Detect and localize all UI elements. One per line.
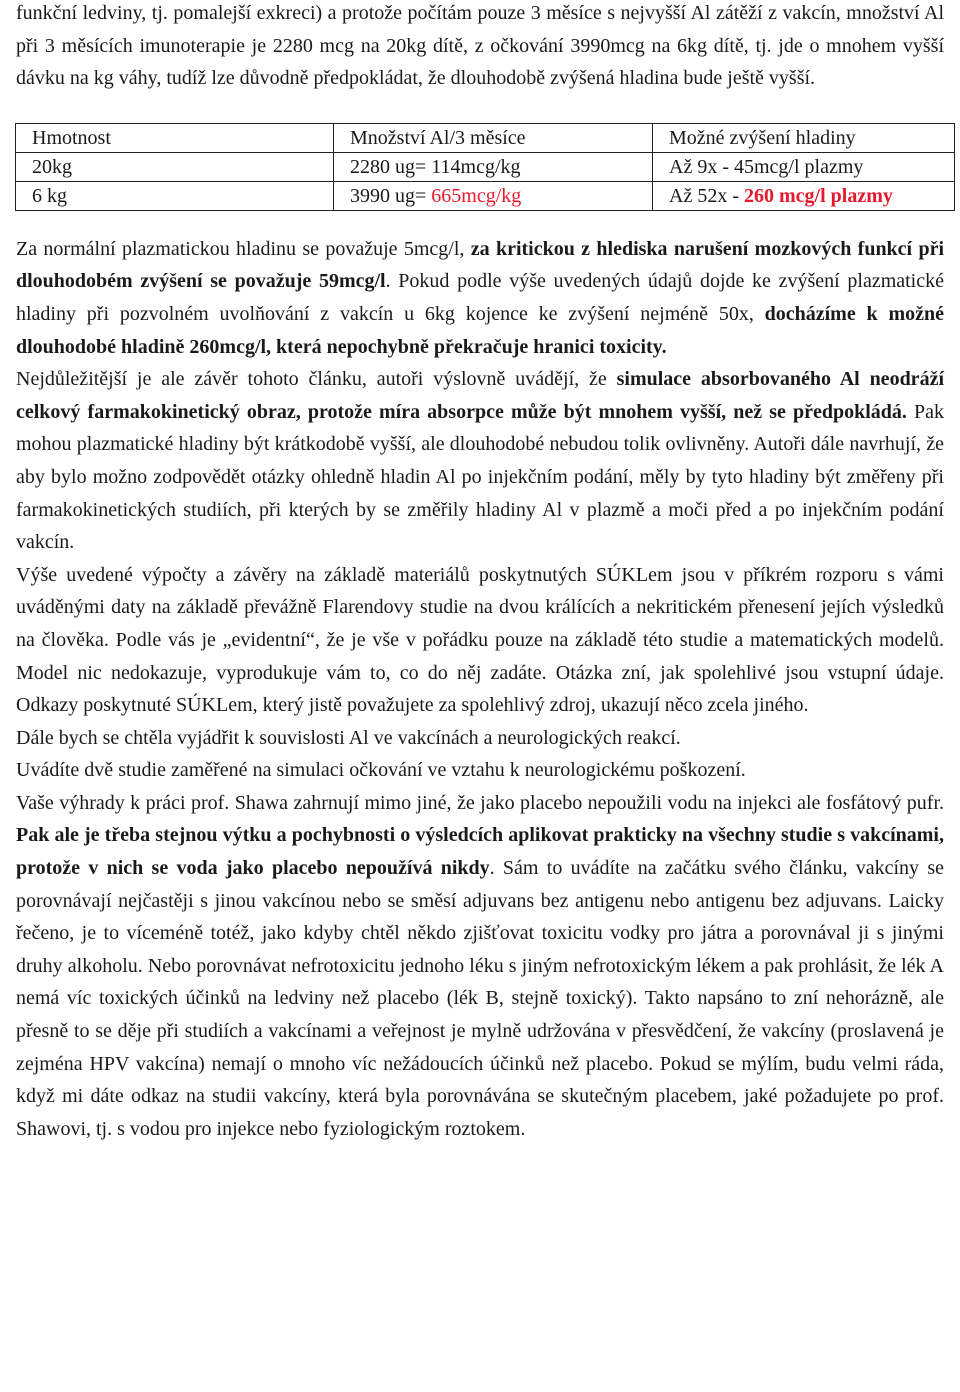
paragraph-plasma-levels — [16, 233, 944, 363]
aluminium-table — [15, 123, 955, 211]
paragraph-studies: Uvádíte dvě studie zaměřené na simulaci očkování ve vztahu k neurologickému poškození. — [16, 759, 746, 782]
text-run: Nejdůležitější je ale závěr tohoto článku, autoři výslovně uvádějí, že — [16, 368, 617, 391]
text-run: Vaše výhrady k práci prof. Shawa zahrnují mimo jiné, že jako placebo nepoužili vodu na injekci ale fosfátový pufr. — [16, 791, 944, 814]
bold-run: za kritickou z hlediska narušení mozkových funkcí při dlouhodobém zvýšení se považuje 59mcg/l — [16, 237, 945, 293]
table-cell — [334, 181, 653, 210]
paragraph-sukl: Výše uvedené výpočty a závěry na základě materiálů poskytnutých SÚKLem jsou v příkrém rozporu s vámi uváděnými daty na základě převážně Flarendovy studie na dvou králících a nekritickém přenesení jejích výsledků na člověka. Podle vás je „evidentní“, že je vše v pořádku pouze na základě této studie a matematických modelů. Model nic nedokazuje, vyprodukuje vám to, co do něj zadáte. Otázka zní, jak spolehlivé jsou vstupní údaje. Odkazy poskytnuté SÚKLem, který jistě považujete za spolehlivý zdroj, ukazují něco zcela jiného. — [16, 563, 944, 717]
text-run: Pak mohou plazmatické hladiny být krátkodobě vyšší, ale dlouhodobé nebudou tolik ovlivněny. Autoři dále navrhují, že aby bylo možno zodpovědět otázky ohledně hladin Al po injekčním podání, měly by tyto hladiny být změřeny při farmakokinetických studiích, při kterých by se změřily hladiny Al v plazmě a moči před a po injekčním podání vakcín. — [16, 400, 945, 554]
amount-prefix: 3990 ug= — [350, 184, 432, 207]
table-cell: 20kg — [16, 152, 334, 181]
paragraph-conclusion — [16, 363, 944, 559]
table-header-cell: Množství Al/3 měsíce — [334, 123, 653, 152]
text-run: . Pokud podle výše uvedených údajů dojde ke zvýšení plazmatické hladiny při pozvolném uvolňování z vakcín u 6kg kojence ke zvýšení nejméně 50x, — [16, 270, 944, 325]
table-cell: 6 kg — [16, 181, 334, 210]
table-header-cell: Hmotnost — [16, 123, 334, 152]
table-cell: Až 9x - 45mcg/l plazmy — [653, 152, 955, 181]
table-header-cell: Možné zvýšení hladiny — [653, 123, 955, 152]
paragraph-placebo — [16, 787, 944, 1146]
table-cell — [653, 181, 955, 210]
table-row — [16, 181, 955, 210]
text-run: . Sám to uvádíte na začátku svého článku, vakcíny se porovnávají nejčastěji s jinou vakcínou nebo se směsí adjuvans bez antigenu nebo antigenu bez adjuvans. Laicky řečeno, je to víceméně totéž, jako kdyby chtěl někdo zjišťovat toxicitu vodky pro játra a porovnával ji s jinými druhy alkoholu. Nebo porovnávat nefrotoxicitu jednoho léku s jiným nefrotoxickým lékem a pak prohlásit, že lék A nemá víc toxických účinků na ledviny než placebo (lék B, stejně toxický). Takto napsáno to zní nehorázně, ale přesně to se děje při studiích a vakcínami a veřejnost je mylně udržována v přesvědčení, že vakcíny (proslavená je zejména HPV vakcína) nemají o mnoho víc nežádoucích účinků než placebo. Pokud se mýlím, budu velmi ráda, když mi dáte odkaz na studii vakcíny, která byla porovnávána se skutečným placebem, jaké požadujete po prof. Shawovi, tj. s vodou pro injekce nebo fyziologickým roztokem. — [16, 857, 944, 1140]
increase-prefix: Až 52x - — [669, 184, 744, 207]
paragraph-neurological: Dále bych se chtěla vyjádřit k souvislosti Al ve vakcínách a neurologických reakcí. — [16, 726, 681, 749]
text-run: Za normální plazmatickou hladinu se považuje 5mcg/l, — [16, 237, 471, 260]
bold-run: docházíme k možné dlouhodobé hladině 260mcg/l, která nepochybně překračuje hranici toxicity. — [16, 302, 944, 358]
table-cell: 2280 ug= 114mcg/kg — [334, 152, 653, 181]
table-row — [16, 152, 955, 181]
table-header-row — [16, 123, 955, 152]
bold-run: Pak ale je třeba stejnou výtku a pochybnosti o výsledcích aplikovat prakticky na všechny studie s vakcínami, protože v nich se voda jako placebo nepoužívá nikdy — [16, 824, 944, 880]
amount-highlight: 665mcg/kg — [431, 184, 522, 207]
bold-run: simulace absorbovaného Al neodráží celkový farmakokinetický obraz, protože míra absorpce může být mnohem vyšší, než se předpokládá. — [16, 368, 944, 423]
increase-highlight: 260 mcg/l plazmy — [743, 184, 893, 207]
intro-paragraph: funkční ledviny, tj. pomalejší exkreci) a protože počítám pouze 3 měsíce s nejvyšší Al zátěží z vakcín, množství Al při 3 měsících imunoterapie je 2280 mcg na 20kg dítě, z očkování 3990mcg na 6kg dítě, tj. jde o mnohem vyšší dávku na kg váhy, tudíž lze důvodně předpokládat, že dlouhodobě zvýšená hladina bude ještě vyšší. — [16, 2, 944, 90]
